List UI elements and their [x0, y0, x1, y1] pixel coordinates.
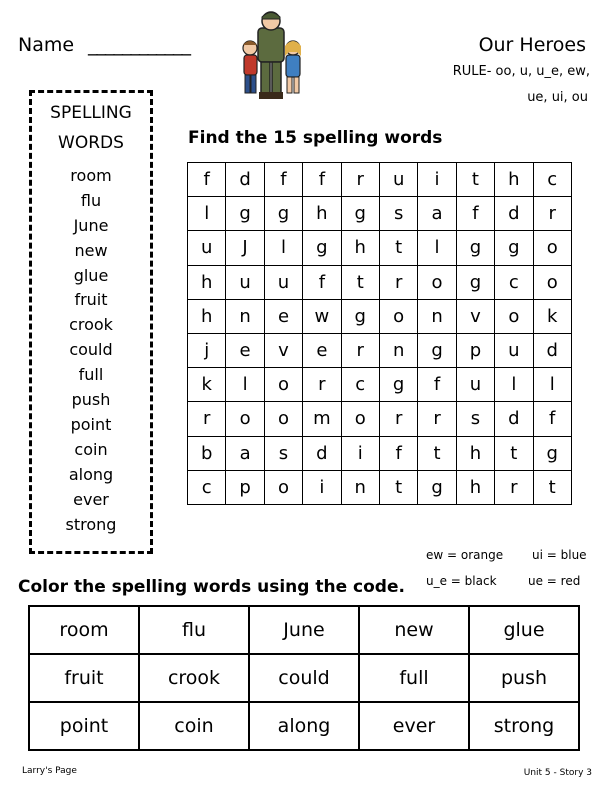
word-cell[interactable]: room — [29, 606, 139, 654]
spelling-words-table — [28, 605, 580, 751]
word-cell[interactable]: coin — [139, 702, 249, 750]
grid-cell[interactable]: h — [456, 436, 494, 470]
grid-cell[interactable]: h — [495, 163, 533, 197]
grid-cell[interactable]: g — [533, 436, 571, 470]
grid-cell[interactable]: d — [495, 197, 533, 231]
grid-cell[interactable]: o — [264, 470, 302, 504]
grid-cell[interactable]: o — [418, 265, 456, 299]
grid-cell[interactable]: p — [456, 333, 494, 367]
grid-cell[interactable]: t — [495, 436, 533, 470]
word-list-item: coin — [74, 440, 108, 459]
spelling-words-title-2: WORDS — [58, 133, 124, 153]
grid-cell[interactable]: c — [533, 163, 571, 197]
word-cell[interactable]: ever — [359, 702, 469, 750]
grid-cell[interactable]: i — [303, 470, 341, 504]
grid-cell[interactable]: k — [188, 368, 226, 402]
grid-cell[interactable]: r — [188, 402, 226, 436]
grid-cell[interactable]: n — [379, 333, 417, 367]
grid-cell[interactable]: f — [303, 265, 341, 299]
grid-cell[interactable]: d — [533, 333, 571, 367]
grid-cell[interactable]: g — [495, 231, 533, 265]
grid-cell[interactable]: e — [264, 299, 302, 333]
word-list-item: glue — [73, 266, 109, 285]
grid-cell[interactable]: h — [303, 197, 341, 231]
name-label: Name — [18, 34, 75, 56]
grid-cell[interactable]: f — [188, 163, 226, 197]
grid-cell[interactable]: d — [495, 402, 533, 436]
grid-cell[interactable]: o — [341, 402, 379, 436]
grid-cell[interactable]: n — [418, 299, 456, 333]
grid-row — [188, 402, 572, 436]
grid-cell[interactable]: l — [264, 231, 302, 265]
grid-cell[interactable]: j — [188, 333, 226, 367]
grid-row — [188, 163, 572, 197]
grid-cell[interactable]: o — [379, 299, 417, 333]
grid-cell[interactable]: h — [341, 231, 379, 265]
grid-cell[interactable]: J — [226, 231, 264, 265]
grid-cell[interactable]: r — [495, 470, 533, 504]
grid-cell[interactable]: r — [418, 402, 456, 436]
grid-cell[interactable]: g — [264, 197, 302, 231]
grid-cell[interactable]: g — [379, 368, 417, 402]
word-cell[interactable]: fruit — [29, 654, 139, 702]
grid-cell[interactable]: r — [303, 368, 341, 402]
words-table-row — [29, 654, 579, 702]
grid-cell[interactable]: f — [418, 368, 456, 402]
grid-cell[interactable]: g — [226, 197, 264, 231]
grid-cell[interactable]: o — [533, 231, 571, 265]
footer-credit: Larry's Page — [22, 766, 77, 776]
grid-cell[interactable]: h — [188, 265, 226, 299]
grid-cell[interactable]: n — [341, 470, 379, 504]
grid-cell[interactable]: r — [379, 402, 417, 436]
grid-cell[interactable]: f — [533, 402, 571, 436]
grid-cell[interactable]: o — [533, 265, 571, 299]
word-cell[interactable]: new — [359, 606, 469, 654]
grid-cell[interactable]: c — [495, 265, 533, 299]
word-cell[interactable]: June — [249, 606, 359, 654]
word-list-item: point — [70, 415, 112, 434]
word-search-grid — [187, 162, 572, 505]
grid-cell[interactable]: f — [303, 163, 341, 197]
grid-cell[interactable]: b — [188, 436, 226, 470]
word-cell[interactable]: point — [29, 702, 139, 750]
grid-row — [188, 231, 572, 265]
word-cell[interactable]: push — [469, 654, 579, 702]
grid-cell[interactable]: k — [533, 299, 571, 333]
grid-row — [188, 368, 572, 402]
grid-cell[interactable]: u — [379, 163, 417, 197]
word-cell[interactable]: along — [249, 702, 359, 750]
spelling-words-box — [29, 90, 153, 554]
grid-cell[interactable]: t — [418, 436, 456, 470]
grid-cell[interactable]: u — [188, 231, 226, 265]
word-cell[interactable]: full — [359, 654, 469, 702]
legend-u-e: u_e = black — [426, 574, 497, 588]
grid-cell[interactable]: a — [226, 436, 264, 470]
grid-cell[interactable]: l — [188, 197, 226, 231]
grid-cell[interactable]: n — [226, 299, 264, 333]
grid-cell[interactable]: g — [456, 265, 494, 299]
legend-ue: ue = red — [528, 574, 581, 588]
grid-cell[interactable]: f — [456, 197, 494, 231]
grid-cell[interactable]: g — [341, 197, 379, 231]
color-instructions: Color the spelling words using the code. — [18, 577, 405, 597]
grid-cell[interactable]: f — [264, 163, 302, 197]
word-list-item: June — [73, 216, 109, 235]
word-list-item: room — [70, 166, 112, 185]
grid-cell[interactable]: r — [379, 265, 417, 299]
grid-cell[interactable]: c — [188, 470, 226, 504]
grid-cell[interactable]: m — [303, 402, 341, 436]
word-list-item: full — [78, 365, 104, 384]
words-table-row — [29, 606, 579, 654]
grid-cell[interactable]: l — [495, 368, 533, 402]
grid-cell[interactable]: g — [456, 231, 494, 265]
grid-cell[interactable]: t — [379, 231, 417, 265]
grid-cell[interactable]: o — [264, 368, 302, 402]
grid-row — [188, 197, 572, 231]
grid-cell[interactable]: h — [456, 470, 494, 504]
grid-cell[interactable]: s — [456, 402, 494, 436]
grid-cell[interactable]: i — [341, 436, 379, 470]
grid-cell[interactable]: o — [264, 402, 302, 436]
grid-cell[interactable]: g — [303, 231, 341, 265]
word-list-item: could — [69, 340, 113, 359]
word-list-item: ever — [73, 490, 109, 509]
word-search-title: Find the 15 spelling words — [188, 128, 443, 148]
grid-cell[interactable]: l — [533, 368, 571, 402]
grid-cell[interactable]: r — [341, 333, 379, 367]
word-list-item: new — [74, 241, 108, 260]
grid-cell[interactable]: o — [226, 402, 264, 436]
grid-cell[interactable]: r — [533, 197, 571, 231]
grid-cell[interactable]: i — [418, 163, 456, 197]
grid-cell[interactable]: t — [341, 265, 379, 299]
legend-ew: ew = orange — [426, 548, 504, 562]
word-list-item: flu — [80, 191, 102, 210]
grid-cell[interactable]: l — [226, 368, 264, 402]
grid-cell[interactable]: g — [418, 333, 456, 367]
grid-cell[interactable]: u — [264, 265, 302, 299]
grid-cell[interactable]: u — [456, 368, 494, 402]
grid-cell[interactable]: g — [341, 299, 379, 333]
grid-cell[interactable]: a — [418, 197, 456, 231]
grid-cell[interactable]: s — [264, 436, 302, 470]
grid-cell[interactable]: e — [303, 333, 341, 367]
grid-cell[interactable]: h — [188, 299, 226, 333]
word-cell[interactable]: glue — [469, 606, 579, 654]
word-cell[interactable]: crook — [139, 654, 249, 702]
grid-row — [188, 470, 572, 504]
grid-cell[interactable]: r — [341, 163, 379, 197]
grid-cell[interactable]: t — [533, 470, 571, 504]
legend-ui: ui = blue — [532, 548, 587, 562]
grid-cell[interactable]: t — [456, 163, 494, 197]
grid-cell[interactable]: u — [495, 333, 533, 367]
name-blank[interactable]: ____________ — [88, 34, 190, 56]
footer-unit: Unit 5 - Story 3 — [523, 768, 592, 778]
grid-cell[interactable]: f — [379, 436, 417, 470]
grid-row — [188, 333, 572, 367]
grid-cell[interactable]: s — [379, 197, 417, 231]
word-list-item: fruit — [74, 290, 108, 309]
word-cell[interactable]: could — [249, 654, 359, 702]
grid-cell[interactable]: e — [226, 333, 264, 367]
word-list-item: strong — [65, 515, 117, 534]
rule-line-1: RULE- oo, u, u_e, ew, — [452, 64, 590, 79]
spelling-words-title-1: SPELLING — [50, 103, 132, 123]
worksheet-title: Our Heroes — [478, 34, 586, 56]
grid-cell[interactable]: o — [495, 299, 533, 333]
grid-cell[interactable]: p — [226, 470, 264, 504]
word-cell[interactable]: strong — [469, 702, 579, 750]
word-list-item: along — [68, 465, 114, 484]
grid-cell[interactable]: w — [303, 299, 341, 333]
grid-cell[interactable]: c — [341, 368, 379, 402]
grid-cell[interactable]: t — [379, 470, 417, 504]
rule-line-2: ue, ui, ou — [527, 90, 588, 105]
words-table-row — [29, 702, 579, 750]
grid-row — [188, 299, 572, 333]
grid-row — [188, 265, 572, 299]
grid-cell[interactable]: l — [418, 231, 456, 265]
grid-cell[interactable]: u — [226, 265, 264, 299]
grid-cell[interactable]: v — [456, 299, 494, 333]
grid-cell[interactable]: v — [264, 333, 302, 367]
grid-row — [188, 436, 572, 470]
grid-cell[interactable]: d — [303, 436, 341, 470]
grid-cell[interactable]: d — [226, 163, 264, 197]
soldier-with-children-clipart — [236, 8, 306, 104]
word-list-item: push — [71, 390, 111, 409]
grid-cell[interactable]: g — [418, 470, 456, 504]
word-list-item: crook — [69, 315, 113, 334]
word-cell[interactable]: flu — [139, 606, 249, 654]
